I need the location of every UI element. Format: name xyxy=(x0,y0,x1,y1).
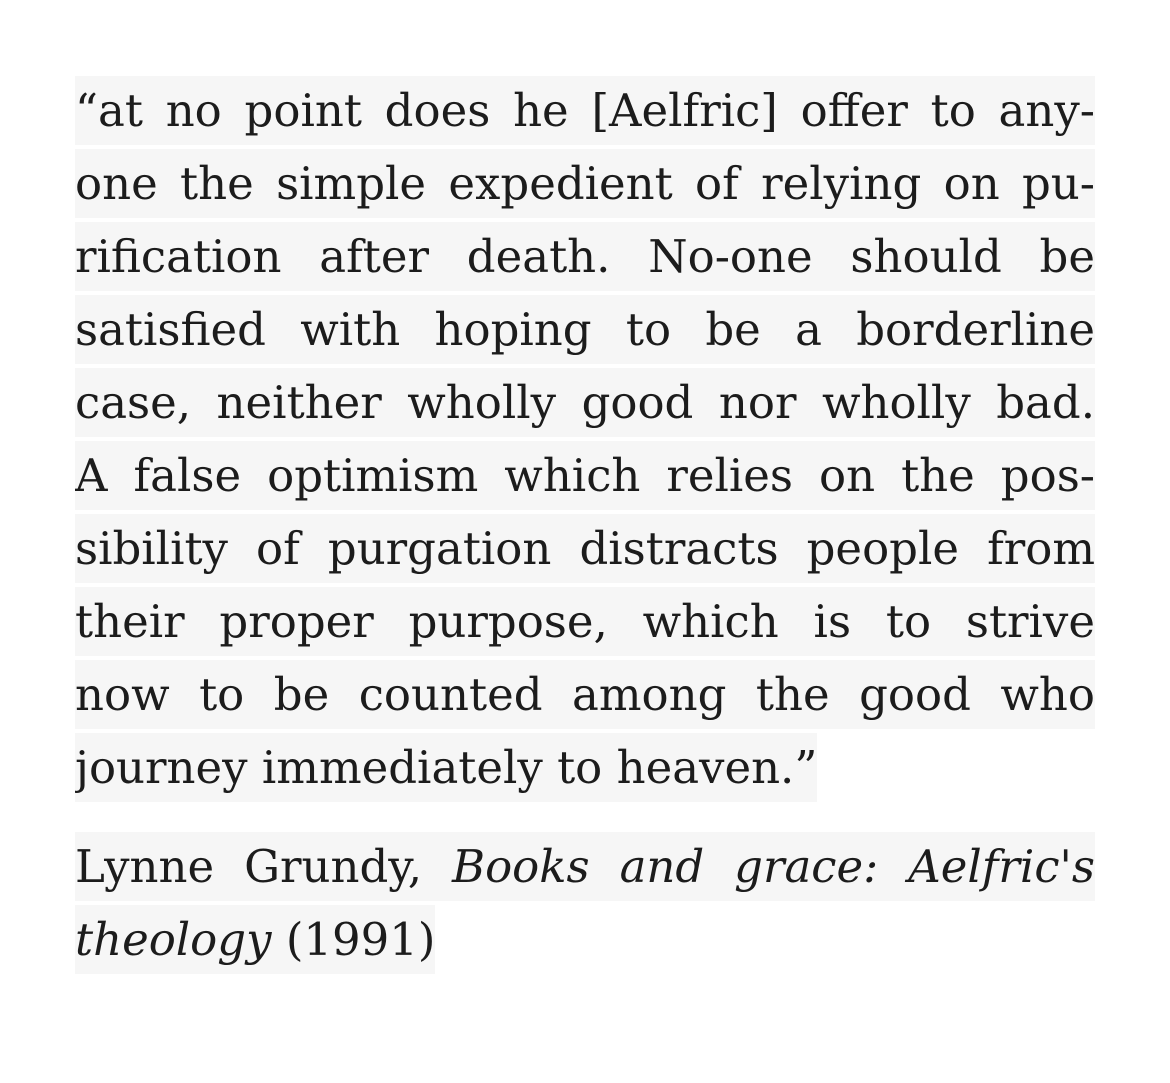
quote-line-10-wrap xyxy=(75,733,1095,802)
quote-line-7: sibility of purgation distracts people from xyxy=(75,514,1095,583)
citation-title-part-2: theology xyxy=(75,913,272,966)
citation-line-1 xyxy=(75,832,1095,901)
quote-line-6: A false optimism which relies on the pos- xyxy=(75,441,1095,510)
citation-year: (1991) xyxy=(285,913,436,966)
quote-line-4: satisfied with hoping to be a borderline xyxy=(75,295,1095,364)
citation-title-part-1: Books and grace: Aelfric's xyxy=(452,840,1095,893)
quote-line-8: their proper purpose, which is to strive xyxy=(75,587,1095,656)
quote-line-2: one the simple expedient of relying on pu- xyxy=(75,149,1095,218)
citation-block xyxy=(75,832,1095,974)
quote-line-5: case, neither wholly good nor wholly bad. xyxy=(75,368,1095,437)
quote-line-9: now to be counted among the good who xyxy=(75,660,1095,729)
citation-line-2-wrap xyxy=(75,905,1095,974)
quote-line-10: journey immediately to heaven.” xyxy=(75,733,817,802)
citation-author: Lynne Grundy, xyxy=(75,840,423,893)
quote-line-1: “at no point does he [Aelfric] offer to any- xyxy=(75,76,1095,145)
quote-line-3: rification after death. No-one should be xyxy=(75,222,1095,291)
citation-line-2 xyxy=(75,905,435,974)
quote-block xyxy=(75,76,1095,802)
